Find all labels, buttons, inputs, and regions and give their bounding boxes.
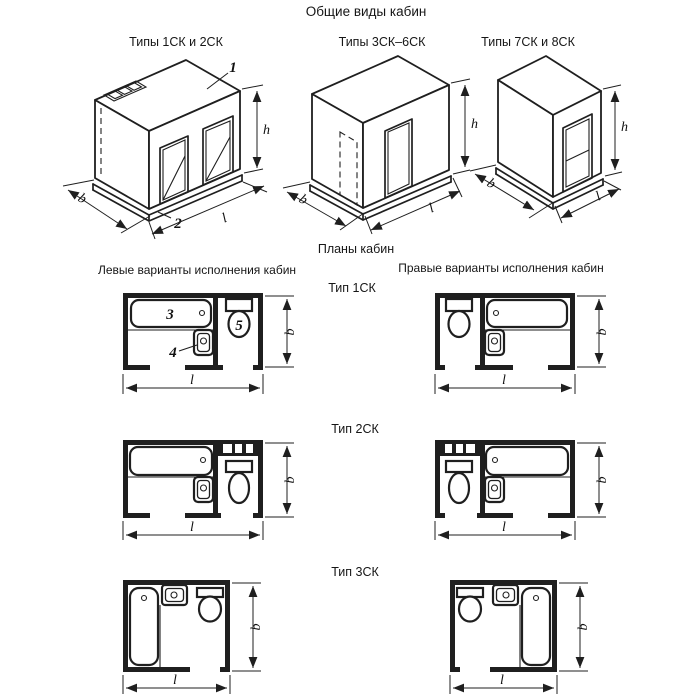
plan-1ck-left — [123, 293, 298, 394]
type-label-3ck: Тип 3СК — [331, 565, 379, 579]
extension-line — [453, 170, 470, 174]
plans-title: Планы кабин — [317, 242, 395, 256]
extension-line — [605, 172, 622, 176]
callout-1: 1 — [229, 60, 237, 76]
view-title-1ck-2ck: Типы 1СК и 2СК — [129, 35, 223, 49]
dim-label-b: b — [595, 476, 610, 484]
extension-line — [365, 216, 372, 234]
type-label-1ck: Тип 1СК — [328, 281, 376, 295]
extension-line — [603, 85, 621, 89]
extension-line — [604, 181, 621, 190]
isometric-view-3ck-6ck — [283, 56, 478, 234]
dim-label-h: h — [471, 117, 478, 132]
dim-label-l: l — [190, 373, 194, 388]
plan-2ck-left — [123, 440, 298, 540]
view-title-7ck-8ck: Типы 7СК и 8СК — [481, 35, 575, 49]
extension-line — [243, 182, 267, 192]
extension-line — [453, 178, 462, 197]
extension-line — [555, 206, 562, 223]
dimension-line-l — [561, 189, 619, 218]
plan-1ck-right — [435, 293, 610, 394]
extension-line — [63, 180, 94, 186]
dim-label-b: b — [483, 175, 498, 193]
extension-line — [149, 222, 155, 239]
plan-3ck-left — [123, 580, 264, 694]
extension-line — [529, 202, 554, 218]
right-variants-title: Правые варианты исполнения кабин — [398, 261, 604, 275]
dim-label-l: l — [219, 211, 230, 227]
dim-label-b: b — [283, 328, 298, 336]
dim-label-h: h — [263, 123, 270, 138]
dim-label-l: l — [426, 201, 437, 217]
plan-3ck-right — [450, 580, 591, 694]
dimension-line-b — [68, 190, 127, 229]
dim-label-l: l — [593, 189, 604, 205]
page-title: Общие виды кабин — [305, 4, 427, 19]
extension-line — [121, 216, 150, 233]
callout-5: 5 — [235, 318, 243, 334]
dim-label-l: l — [173, 673, 177, 688]
dimension-line-b — [287, 192, 346, 226]
dim-label-b: b — [283, 476, 298, 484]
extension-line — [244, 169, 263, 173]
dim-label-b: b — [576, 623, 591, 631]
dim-label-l: l — [502, 520, 506, 535]
dim-label-b: b — [249, 623, 264, 631]
view-title-3ck-6ck: Типы 3СК–6СК — [338, 35, 426, 49]
dim-label-l: l — [500, 673, 504, 688]
dim-label-l: l — [190, 520, 194, 535]
dim-label-l: l — [502, 373, 506, 388]
dim-label-b: b — [295, 191, 310, 209]
extension-line — [340, 213, 364, 230]
dim-label-h: h — [621, 120, 628, 135]
isometric-view-1ck-2ck — [63, 60, 270, 239]
isometric-view-7ck-8ck — [470, 56, 628, 223]
left-variants-title: Левые варианты исполнения кабин — [97, 263, 297, 277]
type-label-2ck: Тип 2СК — [331, 422, 379, 436]
plan-2ck-right — [435, 440, 610, 540]
callout-2: 2 — [174, 216, 182, 232]
callout-4: 4 — [169, 345, 177, 361]
extension-line — [242, 85, 263, 89]
extension-line — [451, 79, 470, 83]
dim-label-b: b — [74, 190, 89, 208]
dim-label-b: b — [595, 328, 610, 336]
extension-line — [470, 165, 496, 171]
extension-line — [283, 182, 310, 188]
callout-3: 3 — [166, 307, 174, 323]
